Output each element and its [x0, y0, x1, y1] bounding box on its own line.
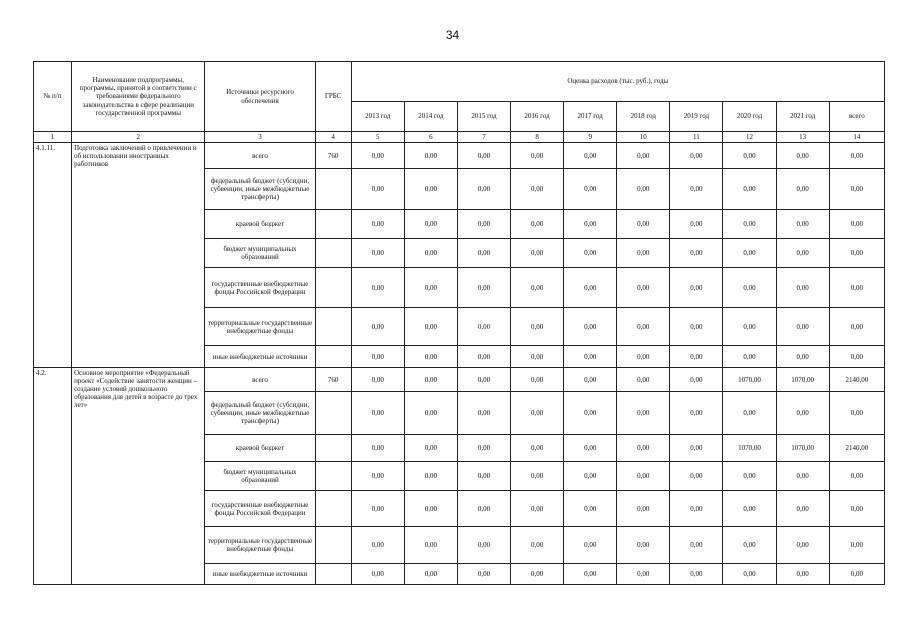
row-value: 0,00 — [457, 462, 510, 491]
header-column-numbers — [34, 132, 885, 143]
row-value: 0,00 — [670, 368, 723, 392]
table-row — [34, 143, 885, 169]
row-value: 0,00 — [564, 564, 617, 585]
header-source: Источники ресурсного обеспечения — [205, 62, 315, 132]
row-value: 0,00 — [511, 491, 564, 527]
row-grbs: 760 — [315, 368, 351, 392]
row-value: 0,00 — [351, 210, 404, 239]
column-number: 13 — [776, 132, 829, 143]
row-value: 0,00 — [617, 268, 670, 308]
row-value: 0,00 — [511, 239, 564, 268]
header-year: всего — [829, 102, 884, 132]
row-source: краевой бюджет — [205, 435, 315, 462]
table-row — [34, 368, 885, 392]
row-grbs — [315, 268, 351, 308]
row-value: 0,00 — [404, 368, 457, 392]
row-value: 0,00 — [457, 169, 510, 210]
row-value: 1070,00 — [723, 368, 776, 392]
row-value: 0,00 — [617, 435, 670, 462]
row-value: 0,00 — [511, 346, 564, 368]
row-value: 0,00 — [564, 239, 617, 268]
row-value: 0,00 — [776, 392, 829, 435]
row-value: 0,00 — [511, 368, 564, 392]
row-value: 0,00 — [670, 491, 723, 527]
row-value: 0,00 — [404, 169, 457, 210]
row-value: 0,00 — [564, 268, 617, 308]
row-number: 4.1.11. — [34, 143, 72, 368]
row-source: всего — [205, 143, 315, 169]
row-value: 0,00 — [617, 308, 670, 346]
row-value: 0,00 — [564, 527, 617, 564]
row-value: 0,00 — [776, 239, 829, 268]
row-value: 1070,00 — [723, 435, 776, 462]
header-estimate: Оценка расходов (тыс. руб.), годы — [351, 62, 884, 102]
row-value: 0,00 — [670, 239, 723, 268]
table-body — [34, 143, 885, 585]
row-source: бюджет муниципальных образований — [205, 462, 315, 491]
row-value: 0,00 — [564, 143, 617, 169]
row-grbs — [315, 435, 351, 462]
row-value: 0,00 — [776, 564, 829, 585]
row-value: 0,00 — [564, 462, 617, 491]
row-value: 0,00 — [776, 527, 829, 564]
row-grbs — [315, 527, 351, 564]
row-value: 0,00 — [564, 346, 617, 368]
row-value: 0,00 — [776, 462, 829, 491]
header-year: 2020 год — [723, 102, 776, 132]
row-value: 0,00 — [457, 435, 510, 462]
column-number: 4 — [315, 132, 351, 143]
row-source: иные внебюджетные источники — [205, 564, 315, 585]
column-number: 10 — [617, 132, 670, 143]
row-source: бюджет муниципальных образований — [205, 239, 315, 268]
row-value: 0,00 — [457, 564, 510, 585]
row-value: 0,00 — [829, 462, 884, 491]
row-value: 0,00 — [829, 491, 884, 527]
row-value: 0,00 — [404, 268, 457, 308]
row-value: 0,00 — [829, 346, 884, 368]
table-header — [34, 62, 885, 143]
row-value: 0,00 — [351, 564, 404, 585]
row-value: 0,00 — [829, 143, 884, 169]
row-value: 0,00 — [457, 239, 510, 268]
row-value: 0,00 — [511, 169, 564, 210]
row-value: 0,00 — [404, 491, 457, 527]
column-number: 7 — [457, 132, 510, 143]
row-value: 0,00 — [404, 239, 457, 268]
row-value: 0,00 — [351, 368, 404, 392]
row-value: 0,00 — [457, 346, 510, 368]
row-value: 0,00 — [457, 143, 510, 169]
row-value: 0,00 — [404, 564, 457, 585]
row-value: 0,00 — [564, 392, 617, 435]
row-value: 0,00 — [723, 564, 776, 585]
row-value: 0,00 — [404, 210, 457, 239]
row-value: 0,00 — [829, 169, 884, 210]
row-value: 0,00 — [617, 210, 670, 239]
row-value: 0,00 — [617, 169, 670, 210]
row-program-name: Подготовка заключений о привлечении и об использовании иностранных работников — [72, 143, 205, 368]
row-grbs — [315, 346, 351, 368]
row-value: 0,00 — [351, 239, 404, 268]
row-value: 0,00 — [670, 527, 723, 564]
row-value: 0,00 — [404, 308, 457, 346]
row-value: 0,00 — [564, 491, 617, 527]
row-value: 0,00 — [511, 392, 564, 435]
row-value: 0,00 — [617, 368, 670, 392]
row-value: 0,00 — [617, 346, 670, 368]
header-year: 2018 год — [617, 102, 670, 132]
row-value: 0,00 — [564, 368, 617, 392]
row-source: краевой бюджет — [205, 210, 315, 239]
row-value: 0,00 — [776, 268, 829, 308]
row-value: 0,00 — [351, 392, 404, 435]
column-number: 3 — [205, 132, 315, 143]
row-value: 0,00 — [670, 143, 723, 169]
row-value: 0,00 — [829, 268, 884, 308]
row-value: 0,00 — [351, 491, 404, 527]
row-value: 0,00 — [670, 308, 723, 346]
row-value: 0,00 — [351, 462, 404, 491]
row-value: 0,00 — [776, 346, 829, 368]
row-value: 0,00 — [723, 491, 776, 527]
column-number: 2 — [72, 132, 205, 143]
budget-table — [33, 61, 885, 585]
header-name: Наименование подпрограммы, программы, принятой в соответствии с требованиями федерального законодательства в сфере реализации государственной программы — [72, 62, 205, 132]
column-number: 12 — [723, 132, 776, 143]
row-value: 0,00 — [776, 308, 829, 346]
column-number: 1 — [34, 132, 72, 143]
row-grbs — [315, 462, 351, 491]
row-value: 0,00 — [457, 392, 510, 435]
row-grbs — [315, 564, 351, 585]
row-value: 0,00 — [670, 392, 723, 435]
column-number: 9 — [564, 132, 617, 143]
row-value: 0,00 — [670, 169, 723, 210]
row-value: 0,00 — [776, 169, 829, 210]
row-value: 0,00 — [776, 491, 829, 527]
header-year: 2014 год — [404, 102, 457, 132]
row-value: 0,00 — [829, 239, 884, 268]
row-value: 0,00 — [404, 143, 457, 169]
row-value: 0,00 — [404, 392, 457, 435]
row-source: федеральный бюджет (субсидии, субвенции, иные межбюджетные трансферты) — [205, 169, 315, 210]
row-value: 0,00 — [511, 268, 564, 308]
row-value: 0,00 — [351, 435, 404, 462]
header-year: 2013 год — [351, 102, 404, 132]
row-value: 0,00 — [723, 239, 776, 268]
row-value: 0,00 — [511, 308, 564, 346]
row-value: 0,00 — [670, 346, 723, 368]
row-value: 0,00 — [457, 491, 510, 527]
header-year: 2017 год — [564, 102, 617, 132]
row-grbs: 760 — [315, 143, 351, 169]
row-value: 2140,00 — [829, 368, 884, 392]
row-number: 4.2. — [34, 368, 72, 585]
row-value: 0,00 — [617, 564, 670, 585]
row-value: 0,00 — [564, 169, 617, 210]
row-source: территориальные государственные внебюджетные фонды — [205, 308, 315, 346]
header-year: 2016 год — [511, 102, 564, 132]
row-grbs — [315, 169, 351, 210]
row-value: 0,00 — [670, 564, 723, 585]
row-value: 1070,00 — [776, 435, 829, 462]
row-value: 0,00 — [457, 308, 510, 346]
row-value: 0,00 — [457, 368, 510, 392]
row-grbs — [315, 392, 351, 435]
row-value: 0,00 — [723, 268, 776, 308]
row-value: 0,00 — [351, 169, 404, 210]
row-value: 0,00 — [511, 143, 564, 169]
row-value: 0,00 — [564, 435, 617, 462]
row-value: 0,00 — [457, 268, 510, 308]
row-value: 0,00 — [670, 268, 723, 308]
row-value: 0,00 — [723, 462, 776, 491]
row-value: 0,00 — [617, 491, 670, 527]
row-value: 0,00 — [776, 143, 829, 169]
row-value: 0,00 — [670, 210, 723, 239]
row-value: 0,00 — [829, 210, 884, 239]
row-value: 0,00 — [723, 346, 776, 368]
row-value: 0,00 — [723, 143, 776, 169]
row-value: 0,00 — [564, 210, 617, 239]
row-value: 0,00 — [617, 392, 670, 435]
column-number: 14 — [829, 132, 884, 143]
row-grbs — [315, 239, 351, 268]
row-value: 2140,00 — [829, 435, 884, 462]
row-value: 0,00 — [776, 210, 829, 239]
row-value: 0,00 — [564, 308, 617, 346]
row-value: 0,00 — [511, 210, 564, 239]
row-value: 0,00 — [351, 346, 404, 368]
row-source: всего — [205, 368, 315, 392]
row-value: 0,00 — [457, 210, 510, 239]
row-value: 0,00 — [351, 268, 404, 308]
row-value: 0,00 — [511, 435, 564, 462]
row-value: 0,00 — [457, 527, 510, 564]
row-value: 0,00 — [829, 392, 884, 435]
row-source: государственные внебюджетные фонды Российской Федерации — [205, 268, 315, 308]
header-year: 2019 год — [670, 102, 723, 132]
row-value: 0,00 — [351, 308, 404, 346]
row-value: 0,00 — [723, 308, 776, 346]
header-year: 2015 год — [457, 102, 510, 132]
row-grbs — [315, 308, 351, 346]
row-value: 0,00 — [617, 143, 670, 169]
row-value: 0,00 — [723, 210, 776, 239]
row-value: 0,00 — [404, 435, 457, 462]
row-value: 1070,00 — [776, 368, 829, 392]
header-grbs: ГРБС — [315, 62, 351, 132]
column-number: 11 — [670, 132, 723, 143]
row-program-name: Основное мероприятие «Федеральный проект «Содействие занятости женщин – создание условий дошкольного образования для детей в возрасте до трех лет» — [72, 368, 205, 585]
page-number: 34 — [445, 28, 460, 42]
row-value: 0,00 — [723, 169, 776, 210]
column-number: 6 — [404, 132, 457, 143]
row-value: 0,00 — [670, 462, 723, 491]
row-value: 0,00 — [617, 527, 670, 564]
row-value: 0,00 — [617, 462, 670, 491]
row-value: 0,00 — [404, 462, 457, 491]
row-source: государственные внебюджетные фонды Российской Федерации — [205, 491, 315, 527]
row-value: 0,00 — [404, 527, 457, 564]
row-value: 0,00 — [829, 308, 884, 346]
column-number: 8 — [511, 132, 564, 143]
header-no: № п/п — [34, 62, 72, 132]
row-source: иные внебюджетные источники — [205, 346, 315, 368]
row-value: 0,00 — [723, 527, 776, 564]
column-number: 5 — [351, 132, 404, 143]
row-value: 0,00 — [617, 239, 670, 268]
row-grbs — [315, 491, 351, 527]
row-source: федеральный бюджет (субсидии, субвенции, иные межбюджетные трансферты) — [205, 392, 315, 435]
row-source: территориальные государственные внебюджетные фонды — [205, 527, 315, 564]
row-value: 0,00 — [670, 435, 723, 462]
row-value: 0,00 — [511, 564, 564, 585]
row-value: 0,00 — [829, 564, 884, 585]
row-value: 0,00 — [351, 527, 404, 564]
row-value: 0,00 — [723, 392, 776, 435]
row-value: 0,00 — [351, 143, 404, 169]
row-grbs — [315, 210, 351, 239]
row-value: 0,00 — [511, 462, 564, 491]
header-year: 2021 год — [776, 102, 829, 132]
row-value: 0,00 — [829, 527, 884, 564]
row-value: 0,00 — [511, 527, 564, 564]
row-value: 0,00 — [404, 346, 457, 368]
